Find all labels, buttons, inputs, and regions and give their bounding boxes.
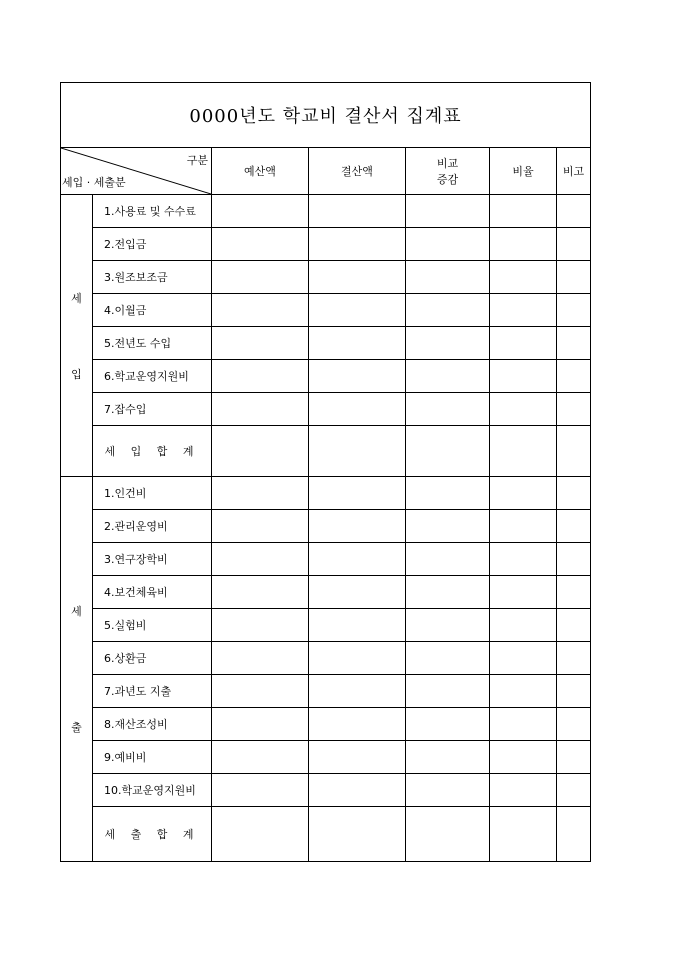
expense-ratio-cell[interactable]: [490, 609, 557, 642]
expense-item-label: 8.재산조성비: [93, 708, 212, 741]
expense-budget-cell[interactable]: [212, 774, 309, 807]
revenue-compare-cell[interactable]: [406, 294, 490, 327]
revenue-total-budget-cell[interactable]: [212, 426, 309, 477]
revenue-item-label: 1.사용료 및 수수료: [93, 195, 212, 228]
revenue-item-label: 2.전입금: [93, 228, 212, 261]
revenue-settled-cell[interactable]: [309, 393, 406, 426]
revenue-total-settled-cell[interactable]: [309, 426, 406, 477]
revenue-note-cell[interactable]: [557, 327, 591, 360]
revenue-budget-cell[interactable]: [212, 327, 309, 360]
expense-ratio-cell[interactable]: [490, 741, 557, 774]
expense-note-cell[interactable]: [557, 609, 591, 642]
revenue-compare-cell[interactable]: [406, 195, 490, 228]
expense-settled-cell[interactable]: [309, 708, 406, 741]
revenue-compare-cell[interactable]: [406, 228, 490, 261]
revenue-ratio-cell[interactable]: [490, 228, 557, 261]
expense-budget-cell[interactable]: [212, 642, 309, 675]
revenue-note-cell[interactable]: [557, 393, 591, 426]
expense-item-label: 10.학교운영지원비: [93, 774, 212, 807]
expense-ratio-cell[interactable]: [490, 510, 557, 543]
revenue-compare-cell[interactable]: [406, 360, 490, 393]
revenue-settled-cell[interactable]: [309, 294, 406, 327]
revenue-note-cell[interactable]: [557, 360, 591, 393]
revenue-note-cell[interactable]: [557, 261, 591, 294]
expense-row: [61, 675, 591, 708]
expense-item-label: 4.보건체육비: [93, 576, 212, 609]
expense-budget-cell[interactable]: [212, 609, 309, 642]
expense-item-label: 2.관리운영비: [93, 510, 212, 543]
revenue-total-ratio-cell[interactable]: [490, 426, 557, 477]
expense-note-cell[interactable]: [557, 741, 591, 774]
expense-total-settled-cell[interactable]: [309, 807, 406, 862]
revenue-budget-cell[interactable]: [212, 294, 309, 327]
revenue-compare-cell[interactable]: [406, 393, 490, 426]
revenue-note-cell[interactable]: [557, 294, 591, 327]
revenue-item-label: 6.학교운영지원비: [93, 360, 212, 393]
revenue-ratio-cell[interactable]: [490, 360, 557, 393]
expense-item-label: 6.상환금: [93, 642, 212, 675]
revenue-budget-cell[interactable]: [212, 360, 309, 393]
revenue-row: [61, 261, 591, 294]
note-header: 비고: [557, 148, 591, 195]
expense-budget-cell[interactable]: [212, 741, 309, 774]
revenue-budget-cell[interactable]: [212, 195, 309, 228]
expense-compare-cell[interactable]: [406, 642, 490, 675]
expense-compare-cell[interactable]: [406, 609, 490, 642]
expense-total-budget-cell[interactable]: [212, 807, 309, 862]
expense-compare-cell[interactable]: [406, 708, 490, 741]
revenue-total-label: 세 입 합 계: [93, 426, 212, 477]
expense-note-cell[interactable]: [557, 774, 591, 807]
revenue-section-label-top: 세: [71, 291, 82, 305]
revenue-settled-cell[interactable]: [309, 228, 406, 261]
expense-note-cell[interactable]: [557, 708, 591, 741]
category-label: 구분: [186, 154, 208, 167]
document-title: 0000년도 학교비 결산서 집계표: [61, 83, 591, 148]
revenue-total-compare-cell[interactable]: [406, 426, 490, 477]
expense-budget-cell[interactable]: [212, 708, 309, 741]
revenue-row: [61, 360, 591, 393]
compare-header-line2: 증감: [436, 173, 459, 186]
compare-header: [406, 148, 490, 195]
settlement-summary-table: [60, 82, 591, 862]
revenue-row: [61, 294, 591, 327]
expense-row: [61, 708, 591, 741]
expense-compare-cell[interactable]: [406, 675, 490, 708]
expense-ratio-cell[interactable]: [490, 708, 557, 741]
expense-item-label: 1.인건비: [93, 477, 212, 510]
revenue-ratio-cell[interactable]: [490, 195, 557, 228]
expense-compare-cell[interactable]: [406, 543, 490, 576]
expense-settled-cell[interactable]: [309, 774, 406, 807]
expense-compare-cell[interactable]: [406, 477, 490, 510]
expense-ratio-cell[interactable]: [490, 675, 557, 708]
expense-row: [61, 576, 591, 609]
revenue-budget-cell[interactable]: [212, 393, 309, 426]
expense-budget-cell[interactable]: [212, 675, 309, 708]
revenue-settled-cell[interactable]: [309, 195, 406, 228]
revenue-item-label: 4.이월금: [93, 294, 212, 327]
revenue-total-row: [61, 426, 591, 477]
expense-item-label: 9.예비비: [93, 741, 212, 774]
ratio-header: 비율: [490, 148, 557, 195]
expense-item-label: 5.실험비: [93, 609, 212, 642]
expense-compare-cell[interactable]: [406, 576, 490, 609]
revenue-settled-cell[interactable]: [309, 327, 406, 360]
revenue-budget-cell[interactable]: [212, 228, 309, 261]
revenue-ratio-cell[interactable]: [490, 327, 557, 360]
expense-ratio-cell[interactable]: [490, 543, 557, 576]
expense-row: [61, 741, 591, 774]
revenue-row: [61, 228, 591, 261]
revenue-total-note-cell[interactable]: [557, 426, 591, 477]
expense-budget-cell[interactable]: [212, 543, 309, 576]
revenue-item-label: 5.전년도 수입: [93, 327, 212, 360]
expense-total-ratio-cell[interactable]: [490, 807, 557, 862]
expense-note-cell[interactable]: [557, 642, 591, 675]
expense-settled-cell[interactable]: [309, 675, 406, 708]
settled-header: 결산액: [309, 148, 406, 195]
expense-ratio-cell[interactable]: [490, 477, 557, 510]
revenue-item-label: 7.잡수입: [93, 393, 212, 426]
expense-note-cell[interactable]: [557, 510, 591, 543]
expense-ratio-cell[interactable]: [490, 774, 557, 807]
expense-note-cell[interactable]: [557, 675, 591, 708]
expense-total-label: 세 출 합 계: [93, 807, 212, 862]
revenue-ratio-cell[interactable]: [490, 294, 557, 327]
expense-row: [61, 543, 591, 576]
expense-row: [61, 477, 591, 510]
expense-item-label: 7.과년도 지출: [93, 675, 212, 708]
revenue-compare-cell[interactable]: [406, 261, 490, 294]
expense-compare-cell[interactable]: [406, 510, 490, 543]
revenue-item-label: 3.원조보조금: [93, 261, 212, 294]
revenue-section-label-bottom: 입: [71, 367, 82, 381]
revenue-section-label: [61, 195, 93, 477]
expense-row: [61, 510, 591, 543]
revenue-row: [61, 195, 591, 228]
revenue-row: [61, 393, 591, 426]
expense-compare-cell[interactable]: [406, 774, 490, 807]
expense-settled-cell[interactable]: [309, 477, 406, 510]
expense-budget-cell[interactable]: [212, 477, 309, 510]
revenue-note-cell[interactable]: [557, 228, 591, 261]
expense-section-label-top: 세: [71, 605, 82, 618]
expense-section-label-bottom: 출: [71, 721, 82, 734]
revenue-budget-cell[interactable]: [212, 261, 309, 294]
expense-ratio-cell[interactable]: [490, 642, 557, 675]
expense-settled-cell[interactable]: [309, 576, 406, 609]
revenue-settled-cell[interactable]: [309, 261, 406, 294]
expense-note-cell[interactable]: [557, 576, 591, 609]
expense-total-row: [61, 807, 591, 862]
expense-budget-cell[interactable]: [212, 510, 309, 543]
expense-item-label: 3.연구장학비: [93, 543, 212, 576]
revenue-note-cell[interactable]: [557, 195, 591, 228]
expense-total-note-cell[interactable]: [557, 807, 591, 862]
category-header-cell: [61, 148, 212, 195]
expense-ratio-cell[interactable]: [490, 576, 557, 609]
expense-row: [61, 609, 591, 642]
expense-settled-cell[interactable]: [309, 609, 406, 642]
expense-note-cell[interactable]: [557, 477, 591, 510]
expense-settled-cell[interactable]: [309, 741, 406, 774]
expense-row: [61, 642, 591, 675]
expense-settled-cell[interactable]: [309, 642, 406, 675]
expense-note-cell[interactable]: [557, 543, 591, 576]
revenue-ratio-cell[interactable]: [490, 393, 557, 426]
revenue-settled-cell[interactable]: [309, 360, 406, 393]
expense-total-compare-cell[interactable]: [406, 807, 490, 862]
revenue-ratio-cell[interactable]: [490, 261, 557, 294]
compare-header-line1: 비교: [436, 157, 459, 170]
expense-budget-cell[interactable]: [212, 576, 309, 609]
expense-row: [61, 774, 591, 807]
revenue-compare-cell[interactable]: [406, 327, 490, 360]
expense-settled-cell[interactable]: [309, 510, 406, 543]
expense-settled-cell[interactable]: [309, 543, 406, 576]
revenue-row: [61, 327, 591, 360]
expense-section-label: [61, 477, 93, 862]
expense-compare-cell[interactable]: [406, 741, 490, 774]
budget-header: 예산액: [212, 148, 309, 195]
revenue-expense-label: 세입 · 세출분: [62, 176, 126, 189]
